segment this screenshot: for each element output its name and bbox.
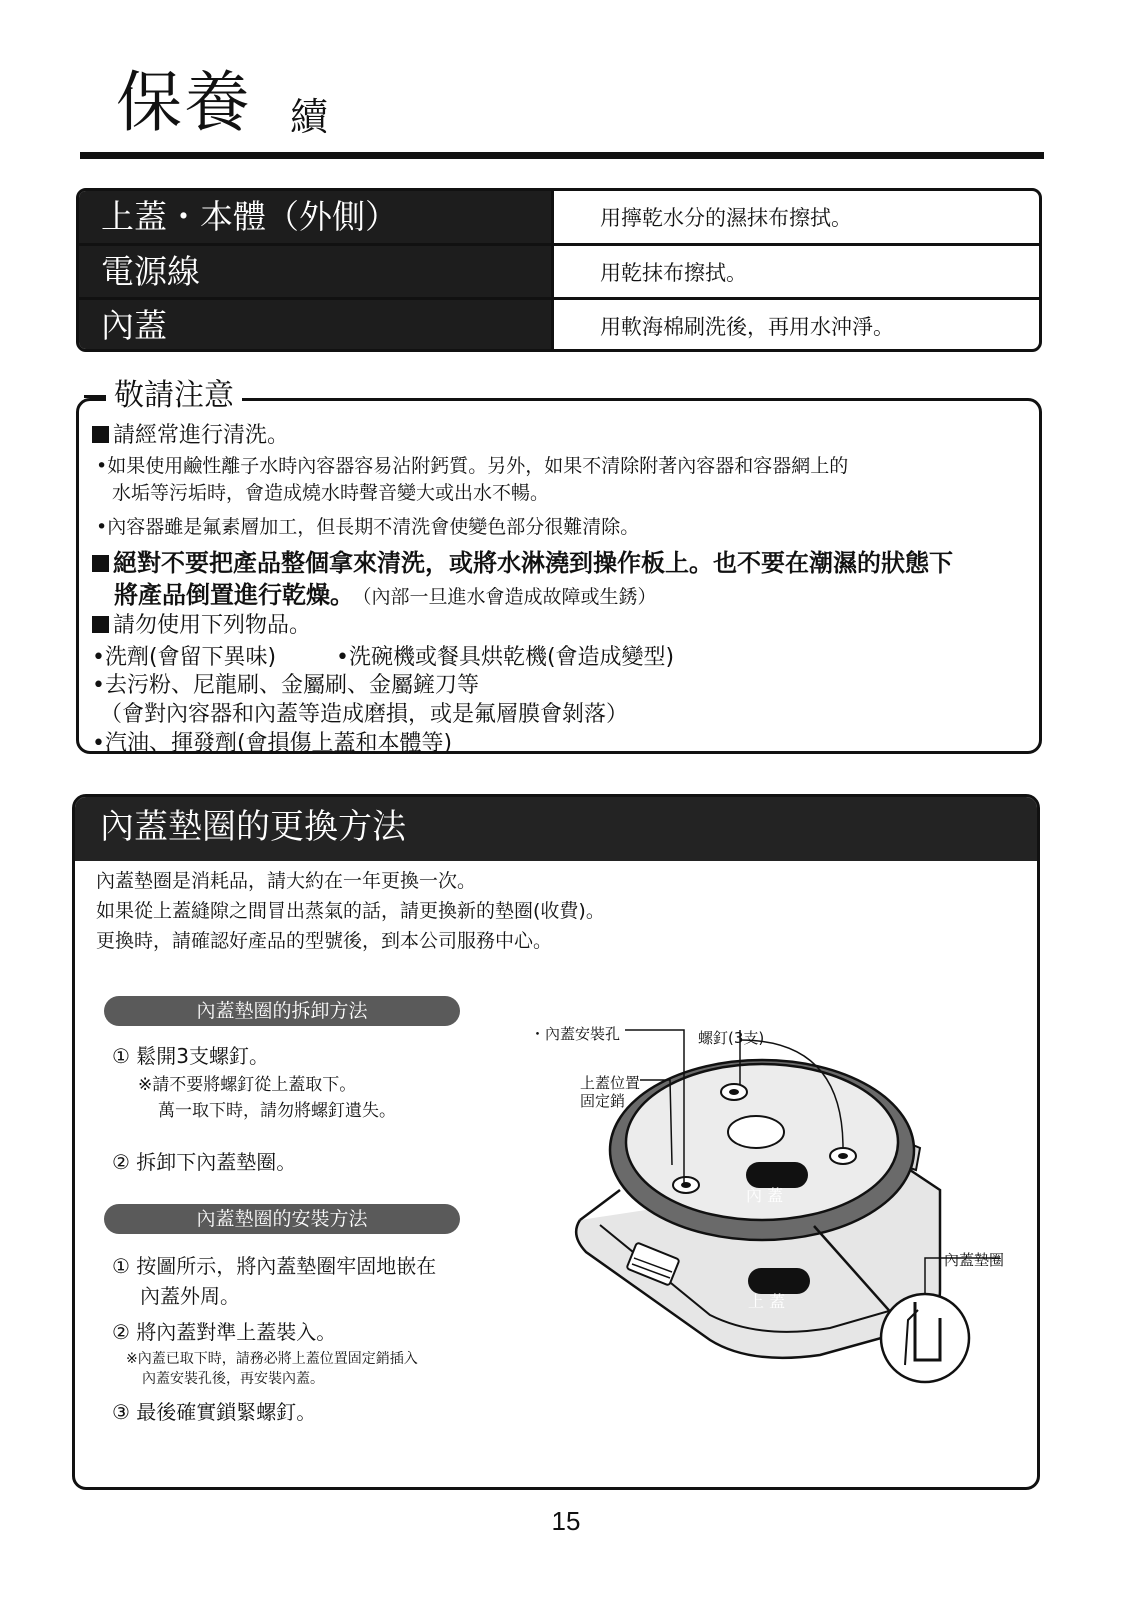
caution-bullet-cont: 水垢等污垢時，會造成燒水時聲音變大或出水不暢。 bbox=[112, 482, 550, 504]
install-title: 內蓋墊圈的安裝方法 bbox=[104, 1204, 460, 1234]
center-boss bbox=[728, 1116, 784, 1148]
title-rule bbox=[80, 152, 1044, 159]
cleaning-part: 上蓋・本體（外側） bbox=[79, 191, 551, 245]
intro-text: 更換時，請確認好產品的型號後，到本公司服務中心。 bbox=[96, 930, 553, 952]
square-bullet-icon bbox=[92, 616, 109, 633]
removal-note: 萬一取下時，請勿將螺釘遺失。 bbox=[158, 1101, 396, 1121]
cleaning-part: 電源線 bbox=[79, 246, 551, 300]
cleaning-row bbox=[79, 246, 1039, 300]
page-subtitle: 續 bbox=[290, 95, 329, 139]
cleaning-method: 用軟海棉刷洗後，再用水沖淨。 bbox=[551, 300, 1039, 352]
caution-bullet: •內容器雖是氟素層加工，但長期不清洗會使變色部分很難清除。 bbox=[96, 516, 640, 538]
caution-item: •去污粉、尼龍刷、金屬刷、金屬鏟刀等 bbox=[92, 673, 479, 698]
page-title: 保養 bbox=[116, 64, 252, 141]
label-pin: 固定銷 bbox=[580, 1092, 626, 1110]
label-inner-lid: 內 蓋 bbox=[746, 1186, 784, 1205]
cleaning-row bbox=[79, 191, 1039, 245]
cleaning-part: 內蓋 bbox=[79, 300, 551, 352]
install-step: ① 按圖所示，將內蓋墊圈牢固地嵌在 bbox=[112, 1254, 437, 1278]
removal-note: ※請不要將螺釘從上蓋取下。 bbox=[138, 1075, 357, 1095]
page-number: 15 bbox=[551, 1506, 581, 1536]
caution-bullet: •如果使用鹼性離子水時內容器容易沾附鈣質。另外，如果不清除附著內容器和容器網上的 bbox=[96, 455, 849, 477]
label-top-lid: 上 蓋 bbox=[748, 1292, 786, 1311]
install-note: 內蓋安裝孔後，再安裝內蓋。 bbox=[142, 1371, 324, 1387]
label-inner-lid-hole: ・內蓋安裝孔 bbox=[530, 1025, 621, 1043]
install-step: ② 將內蓋對準上蓋裝入。 bbox=[112, 1320, 337, 1344]
label-pin: 上蓋位置 bbox=[580, 1074, 641, 1092]
caution-item: •洗碗機或餐具烘乾機(會造成變型) bbox=[336, 645, 675, 670]
square-bullet-icon bbox=[92, 426, 109, 443]
label-screws: 螺釘(3支) bbox=[698, 1029, 765, 1047]
cleaning-row bbox=[79, 300, 1039, 352]
screw-head bbox=[838, 1153, 848, 1159]
square-bullet-icon bbox=[92, 555, 109, 572]
install-step-cont: 內蓋外周。 bbox=[140, 1284, 240, 1308]
intro-text: 內蓋墊圈是消耗品，請大約在一年更換一次。 bbox=[96, 870, 477, 892]
cleaning-method: 用擰乾水分的濕抹布擦拭。 bbox=[551, 191, 1039, 245]
cleaning-method: 用乾抹布擦拭。 bbox=[551, 246, 1039, 300]
section-title: 內蓋墊圈的更換方法 bbox=[100, 807, 406, 847]
caution-item: •汽油、揮發劑(會損傷上蓋和本體等) bbox=[92, 731, 453, 756]
install-step: ③ 最後確實鎖緊螺釘。 bbox=[112, 1400, 317, 1424]
caution-title: 敬請注意 bbox=[106, 376, 242, 416]
install-note: ※內蓋已取下時，請務必將上蓋位置固定銷插入 bbox=[126, 1351, 418, 1367]
removal-step: ② 拆卸下內蓋墊圈。 bbox=[112, 1150, 297, 1174]
gasket-detail-icon bbox=[881, 1294, 969, 1382]
screw-head bbox=[729, 1089, 739, 1095]
removal-step: ① 鬆開3支螺釘。 bbox=[112, 1044, 270, 1068]
caution-heading-cont: 將產品倒置進行乾燥。 （內部一旦進水會造成故障或生銹） bbox=[114, 581, 657, 609]
intro-text: 如果從上蓋縫隙之間冒出蒸氣的話，請更換新的墊圈(收費)。 bbox=[96, 900, 605, 922]
caution-item-note: （會對內容器和內蓋等造成磨損，或是氟層膜會剝落） bbox=[100, 702, 629, 727]
caution-heading: 絕對不要把產品整個拿來清洗，或將水淋澆到操作板上。也不要在潮濕的狀態下 bbox=[92, 543, 953, 578]
removal-title: 內蓋墊圈的拆卸方法 bbox=[104, 996, 460, 1026]
caution-heading: 請勿使用下列物品。 bbox=[92, 608, 311, 639]
caution-item: •洗劑(會留下異味) bbox=[92, 645, 277, 670]
screw-head bbox=[681, 1182, 691, 1188]
cleaning-table bbox=[76, 188, 1042, 352]
caution-heading: 請經常進行清洗。 bbox=[92, 418, 289, 449]
label-gasket: 內蓋墊圈 bbox=[944, 1251, 1005, 1269]
